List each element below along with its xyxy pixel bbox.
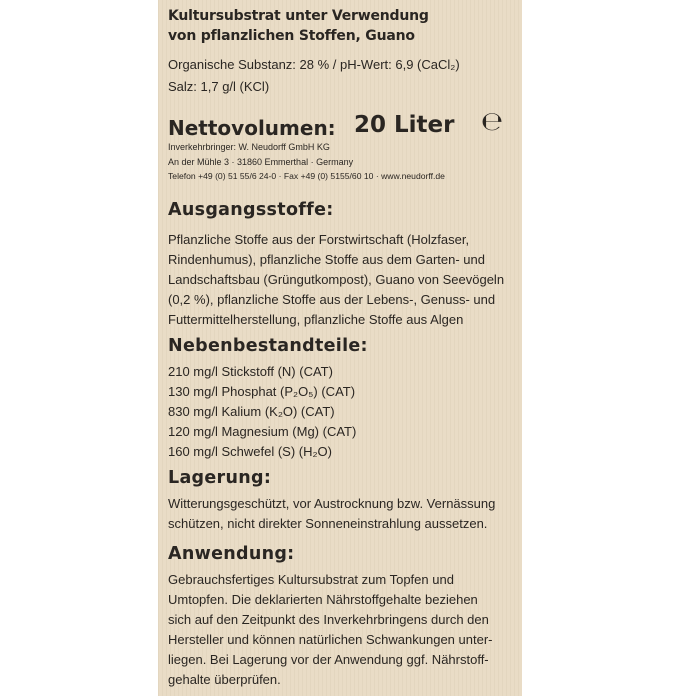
ausgangsstoffe-line: (0,2 %), pflanzliche Stoffe aus der Lebens-, Genuss- und: [168, 292, 496, 307]
ausgangsstoffe-line: Futtermittelherstellung, pflanzliche Stoffe aus Algen: [168, 312, 464, 327]
section-heading-ausgangsstoffe: Ausgangsstoffe:: [168, 200, 334, 220]
nutrient-line: 120 mg/l Magnesium (Mg) (CAT): [168, 424, 357, 439]
distributor-line-3: Telefon +49 (0) 51 55/6 24-0 · Fax +49 (0) 5155/60 10 · www.neudorff.de: [168, 171, 445, 181]
distributor-line-2: An der Mühle 3 · 31860 Emmerthal · Germany: [168, 157, 354, 167]
lagerung-line: Witterungsgeschützt, vor Austrocknung bzw. Vernässung: [168, 496, 496, 511]
anwendung-line: Umtopfen. Die deklarierten Nährstoffgehalte beziehen: [168, 592, 478, 607]
e-mark-icon: ℮: [481, 107, 504, 137]
section-heading-lagerung: Lagerung:: [168, 468, 272, 488]
lagerung-line: schützen, nicht direkter Sonneneinstrahlung aussetzen.: [168, 516, 488, 531]
volume-value: 20 Liter: [354, 112, 455, 138]
section-heading-nebenbestandteile: Nebenbestandteile:: [168, 336, 368, 356]
anwendung-line: liegen. Bei Lagerung vor der Anwendung ggf. Nährstoff-: [168, 652, 489, 667]
title-line-1: Kultursubstrat unter Verwendung: [168, 8, 429, 24]
product-label: [158, 0, 522, 696]
nutrient-line: 130 mg/l Phosphat (P₂O₅) (CAT): [168, 384, 356, 399]
anwendung-line: Gebrauchsfertiges Kultursubstrat zum Topfen und: [168, 572, 454, 587]
organic-substance-text: Organische Substanz: 28 % / pH-Wert: 6,9 (CaCl₂): [168, 57, 460, 72]
anwendung-line: sich auf den Zeitpunkt des Inverkehrbringens durch den: [168, 612, 489, 627]
distributor-line-1: Inverkehrbringer: W. Neudorff GmbH KG: [168, 142, 330, 152]
volume-label: Nettovolumen:: [168, 116, 336, 140]
title-line-2: von pflanzlichen Stoffen, Guano: [168, 28, 415, 44]
ausgangsstoffe-line: Pflanzliche Stoffe aus der Forstwirtschaft (Holzfaser,: [168, 232, 470, 247]
nutrient-line: 160 mg/l Schwefel (S) (H₂O): [168, 444, 332, 459]
salt-text: Salz: 1,7 g/l (KCl): [168, 79, 270, 94]
anwendung-line: gehalte überprüfen.: [168, 672, 281, 687]
ausgangsstoffe-line: Landschaftsbau (Grüngutkompost), Guano von Seevögeln: [168, 272, 505, 287]
nutrient-line: 830 mg/l Kalium (K₂O) (CAT): [168, 404, 335, 419]
section-heading-anwendung: Anwendung:: [168, 544, 295, 564]
anwendung-line: Hersteller und können natürlichen Schwankungen unter-: [168, 632, 493, 647]
ausgangsstoffe-line: Rindenhumus), pflanzliche Stoffe aus dem Garten- und: [168, 252, 485, 267]
nutrient-line: 210 mg/l Stickstoff (N) (CAT): [168, 364, 333, 379]
